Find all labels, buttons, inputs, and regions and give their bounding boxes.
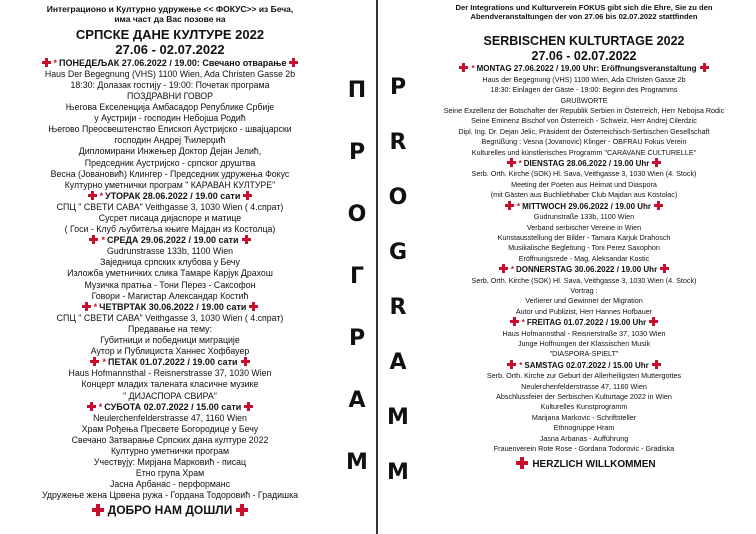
right-header-line-2: Abendveranstaltungen der von 27.06 bis 02.07.2022 stattfinden — [470, 12, 698, 21]
program-day-text: ПОНЕДЕЉАК 27.06.2022 / 19.00: Свечано отварање — [59, 57, 287, 68]
program-line: Gudrunstrasse 133b, 1100 Wien — [107, 246, 233, 257]
program-day-heading — [0, 58, 340, 69]
star-icon: * — [98, 401, 103, 412]
star-icon: * — [93, 301, 98, 312]
program-line: (mit Gästen aus Buchliebhaber Club Majdan aus Kostolac) — [490, 190, 678, 200]
right-dates: 27.06 - 02.07.2022 — [531, 48, 637, 63]
program-line: Изложба уметничких слика Тамаре Карјук Драхош — [67, 268, 273, 279]
program-line: Предавање на тему: — [128, 323, 212, 334]
program-line: Gudrunstraße 133b, 1100 Wien — [533, 212, 635, 222]
program-line: господин Андреј Ћилерџић — [114, 135, 226, 146]
program-line: Verband serbischer Vereine in Wien — [526, 222, 642, 232]
vertical-letter: Р — [348, 326, 366, 351]
program-day-text: DIENSTAG 28.06.2022 / 19.00 Uhr — [523, 159, 650, 169]
program-line: Autor und Publizist, Herr Hannes Hofbauer — [515, 306, 653, 316]
serbian-cross-icon — [660, 264, 669, 273]
program-line: Frauenverein Rote Rose - Gordana Todorovic - Gradiska — [493, 444, 675, 454]
program-line: Serb. Orth. Kirche (SOK) Hl. Sava, Veithgasse 3, 1030 Wien (4. Stock) — [471, 275, 697, 285]
program-day-heading — [0, 357, 340, 368]
program-line: ПОЗДРАВНИ ГОВОР — [127, 90, 213, 101]
star-icon: * — [519, 360, 523, 370]
serbian-cross-icon — [42, 58, 51, 67]
program-day-text: MITTWOCH 29.06.2022 / 19.00 Uhr — [522, 201, 652, 211]
program-line: Neulerchenfelderstrasse 47, 1160 Wien — [521, 381, 647, 391]
program-line: Удружење жена Црвена ружа - Гордана Тодоровић - Градишка — [41, 490, 299, 501]
program-line: Аутор и Публициста Ханнес Хофбауер — [90, 346, 250, 357]
program-line: Губитници и победници миграције — [100, 335, 240, 346]
vertical-letter: Р — [348, 140, 366, 165]
program-day-heading — [412, 63, 756, 74]
vertical-letter: A — [389, 350, 407, 375]
program-line: Meeting der Poeten aus Heimat und Diaspora — [511, 179, 657, 189]
vertical-letter: М — [346, 450, 368, 475]
program-line: Говори - Магистар Александар Костић — [91, 290, 249, 301]
left-dates: 27.06 - 02.07.2022 — [115, 42, 225, 58]
program-line: у Аустрији - господин Небојша Родић — [94, 113, 246, 124]
left-footer-text: ДОБРО НАМ ДОШЛИ — [107, 503, 233, 518]
program-line: Begrüßung : Vesna (Jovanovic) Klinger - OBFRAU Fokus Verein — [481, 137, 687, 147]
left-header-line-2: има част да Вас позове на — [114, 14, 226, 25]
program-line: Kulturelles Kunstprogramm — [540, 402, 628, 412]
program-day-heading — [412, 201, 756, 212]
program-line: Културно уметнички програм — [110, 445, 230, 456]
serbian-cross-icon — [90, 357, 99, 366]
program-line: Verlierer und Gewinner der Migration — [525, 296, 643, 306]
star-icon: * — [518, 159, 522, 169]
serbian-cross-icon — [236, 504, 248, 516]
program-line: ( Госи - Клуб љубитеља књиге Мајдан из Костолца) — [64, 224, 276, 235]
program-line: СПЦ " СВЕТИ САВА" Veithgasse 3, 1030 Wien ( 4.спрат) — [56, 312, 284, 323]
vertical-letter: O — [388, 185, 408, 210]
program-day-text: СУБОТА 02.07.2022 / 15.00 сати — [104, 401, 242, 412]
serbian-cross-icon — [654, 201, 663, 210]
program-day-text: FREITAG 01.07.2022 / 19.00 Uhr — [526, 318, 647, 328]
star-icon: * — [102, 357, 106, 368]
program-day-heading — [0, 302, 340, 313]
star-icon: * — [521, 318, 525, 328]
program-line: Музичка пратња - Тони Перез - Саксофон — [84, 279, 256, 290]
program-day-heading — [412, 360, 756, 371]
vertical-letter: G — [388, 240, 408, 265]
serbian-cross-icon — [459, 63, 468, 72]
serbian-cross-icon — [510, 317, 519, 326]
serbian-cross-icon — [505, 201, 514, 210]
vertical-letter: Г — [349, 264, 365, 289]
program-line: Neulerchenfelderstrasse 47, 1160 Wien — [93, 412, 247, 423]
program-line: Seine Exzellenz der Botschafter der Republik Serbien in Österreich, Herr Nebojsa Rodic — [443, 106, 725, 116]
program-day-text: СРЕДА 29.06.2022 / 19.00 сати — [106, 235, 239, 246]
serbian-cross-icon — [507, 158, 516, 167]
program-day-heading — [0, 191, 340, 202]
serbian-cross-icon — [244, 402, 253, 411]
program-line: Haus Hofmannsthal - Reisnerstraße 37, 1030 Wien — [502, 328, 666, 338]
vertical-letter: О — [347, 202, 367, 227]
program-line: Учествују: Мирјана Марковић - писац — [93, 457, 247, 468]
serbian-cross-icon — [87, 402, 96, 411]
program-line: Haus Der Begegnung (VHS) 1100 Wien, Ada Christen Gasse 2b — [44, 68, 296, 79]
left-header — [0, 4, 340, 24]
program-line: Haus Hofmannsthal - Reisnerstrasse 37, 1030 Wien — [68, 368, 272, 379]
serbian-cross-icon — [249, 302, 258, 311]
program-line: 18:30: Einlagen der Gäste - 19:00: Beginn des Programms — [490, 85, 678, 95]
german-program-column — [412, 4, 756, 471]
vertical-letter: R — [389, 130, 407, 155]
left-title: СРПСКЕ ДАНЕ КУЛТУРЕ 2022 — [75, 27, 265, 43]
right-program-lines — [412, 63, 756, 454]
serbian-cross-icon — [243, 191, 252, 200]
left-program-lines — [0, 58, 340, 502]
vertical-program-latin — [386, 60, 410, 500]
program-day-text: SAMSTAG 02.07.2022 / 15.00 Uhr — [524, 360, 649, 370]
program-line: 18:30: Долазак гостију - 19:00: Почетак програма — [70, 79, 270, 90]
program-day-heading — [412, 158, 756, 169]
serbian-cross-icon — [649, 317, 658, 326]
program-line: СПЦ " СВЕТИ САВА" Veithgasse 3, 1030 Wien ( 4.спрат) — [56, 201, 284, 212]
vertical-letter: M — [387, 405, 409, 430]
program-day-text: ПЕТАК 01.07.2022 / 19.00 сати — [107, 357, 238, 368]
program-line: Весна (Јовановић) Клингер - Председник удружења Фокус — [50, 168, 290, 179]
serbian-cross-icon — [507, 360, 516, 369]
program-line: Marijana Markovic - Schriftsteller — [531, 412, 637, 422]
serbian-cross-icon — [289, 58, 298, 67]
program-day-heading — [412, 317, 756, 328]
right-footer — [412, 457, 756, 471]
serbian-cross-icon — [88, 191, 97, 200]
serbian-cross-icon — [652, 360, 661, 369]
program-line: Председник Аустријско - српског друштва — [84, 157, 256, 168]
program-line: Ethnogruppe Hram — [553, 423, 615, 433]
serbian-cross-icon — [89, 235, 98, 244]
column-divider — [376, 0, 378, 534]
star-icon: * — [101, 235, 105, 246]
program-line: Храм Рођења Пресвете Богородице у Бечу — [81, 423, 259, 434]
left-footer — [0, 503, 340, 517]
program-line: Musikalische Begleitung - Toni Perez Saxophon — [508, 243, 660, 253]
program-line: Vortrag : — [570, 285, 598, 295]
program-line: Kulturelles und künstlerisches Programm "CARAVANE CULTURELLE" — [471, 147, 697, 157]
serbian-cross-icon — [499, 264, 508, 273]
program-line: Dipl. Ing. Dr. Dejan Jelic, Präsident der Österreichisch-Serbischen Gesellschaft — [458, 126, 710, 136]
program-day-heading — [412, 264, 756, 275]
program-line: Seine Eminenz Bischof von Österreich - Schweiz, Herr Andrej Cilerdzic — [471, 116, 697, 126]
serbian-cross-icon — [516, 457, 528, 469]
right-header-line-1: Der Integrations und Kulturverein FOKUS gibt sich die Ehre, Sie zu den — [455, 4, 713, 12]
program-line: Сусрет писаца дијаспоре и матице — [98, 213, 242, 223]
program-line: GRUßWORTE — [560, 95, 608, 105]
program-day-text: УТОРАК 28.06.2022 / 19.00 сати — [105, 190, 241, 201]
program-line: Serb. Orth. Kirche (SOK) Hl. Sava, Veithgasse 3, 1030 Wien (4. Stock) — [471, 169, 697, 179]
right-header — [412, 4, 756, 22]
program-line: Serb. Orth. Kirche zur Geburt der Allerheiligsten Muttergottes — [486, 371, 682, 381]
program-line: Дипломирани Инжењер Доктор Дејан Јелић, — [78, 146, 262, 157]
vertical-letter: П — [347, 78, 367, 103]
star-icon: * — [99, 190, 104, 201]
right-title: SERBISCHEN KULTURTAGE 2022 — [483, 33, 685, 48]
vertical-letter: M — [387, 460, 409, 485]
vertical-letter: R — [389, 295, 407, 320]
program-line: Haus der Begegnung (VHS) 1100 Wien, Ada Christen Gasse 2b — [482, 74, 686, 84]
program-day-text: DONNERSTAG 30.06.2022 / 19.00 Uhr — [515, 265, 658, 275]
right-footer-text: HERZLICH WILLKOMMEN — [532, 459, 656, 471]
serbian-cross-icon — [242, 235, 251, 244]
star-icon: * — [471, 64, 475, 74]
program-line: Културно уметнички програм " КАРАВАН КУЛТУРЕ" — [64, 179, 276, 190]
vertical-letter: P — [389, 75, 407, 100]
program-line: Његово Преосвештенство Епископ Аустријско - швајцарски — [48, 124, 292, 135]
program-day-heading — [0, 402, 340, 413]
serbian-cross-icon — [92, 504, 104, 516]
program-line: Свечано Затварање Српских дана културе 2022 — [71, 434, 269, 445]
program-line: Етно група Храм — [135, 468, 205, 479]
star-icon: * — [53, 57, 58, 68]
program-line: Eröffnungsrede - Mag. Aleksandar Kostic — [518, 253, 650, 263]
program-day-text: ЧЕТВРТАК 30.06.2022 / 19.00 сати — [99, 301, 247, 312]
program-line: Junge Hoffnungen der Klassischen Musik — [517, 338, 651, 348]
serbian-cross-icon — [82, 302, 91, 311]
serbian-cross-icon — [652, 158, 661, 167]
program-line: Јасна Арбанас - перформанс — [109, 479, 231, 490]
program-line: Abschlussfeier der Serbischen Kulturtage 2022 in Wien — [496, 392, 672, 401]
program-day-heading — [0, 235, 340, 246]
serbian-cross-icon — [700, 63, 709, 72]
program-day-text: MONTAG 27.06.2022 / 19.00 Uhr: Eröffnungsveranstaltung — [476, 64, 697, 74]
program-line: Његова Екселенција Амбасадор Републике Србије — [65, 102, 275, 113]
program-line: Kunstausstellung der Bilder - Tamara Karjuk Drahosch — [497, 232, 671, 242]
vertical-letter: А — [348, 388, 366, 413]
left-header-line-1: Интеграционо и Културно удружење << ФОКУС>> из Беча, — [46, 4, 294, 14]
serbian-program-column — [0, 4, 340, 518]
vertical-program-cyrillic — [345, 60, 369, 494]
serbian-cross-icon — [241, 357, 250, 366]
program-line: Концерт младих талената класичне музике — [81, 379, 259, 390]
program-line: " ДИЈАСПОРА СВИРА" — [123, 390, 217, 401]
star-icon: * — [516, 201, 521, 211]
program-line: Jasna Arbanas - Aufführung — [539, 433, 629, 443]
program-line: "DIASPORA-SPIELT" — [549, 349, 619, 359]
program-line: Заједница српских клубова у Бечу — [100, 257, 240, 268]
star-icon: * — [510, 265, 514, 275]
